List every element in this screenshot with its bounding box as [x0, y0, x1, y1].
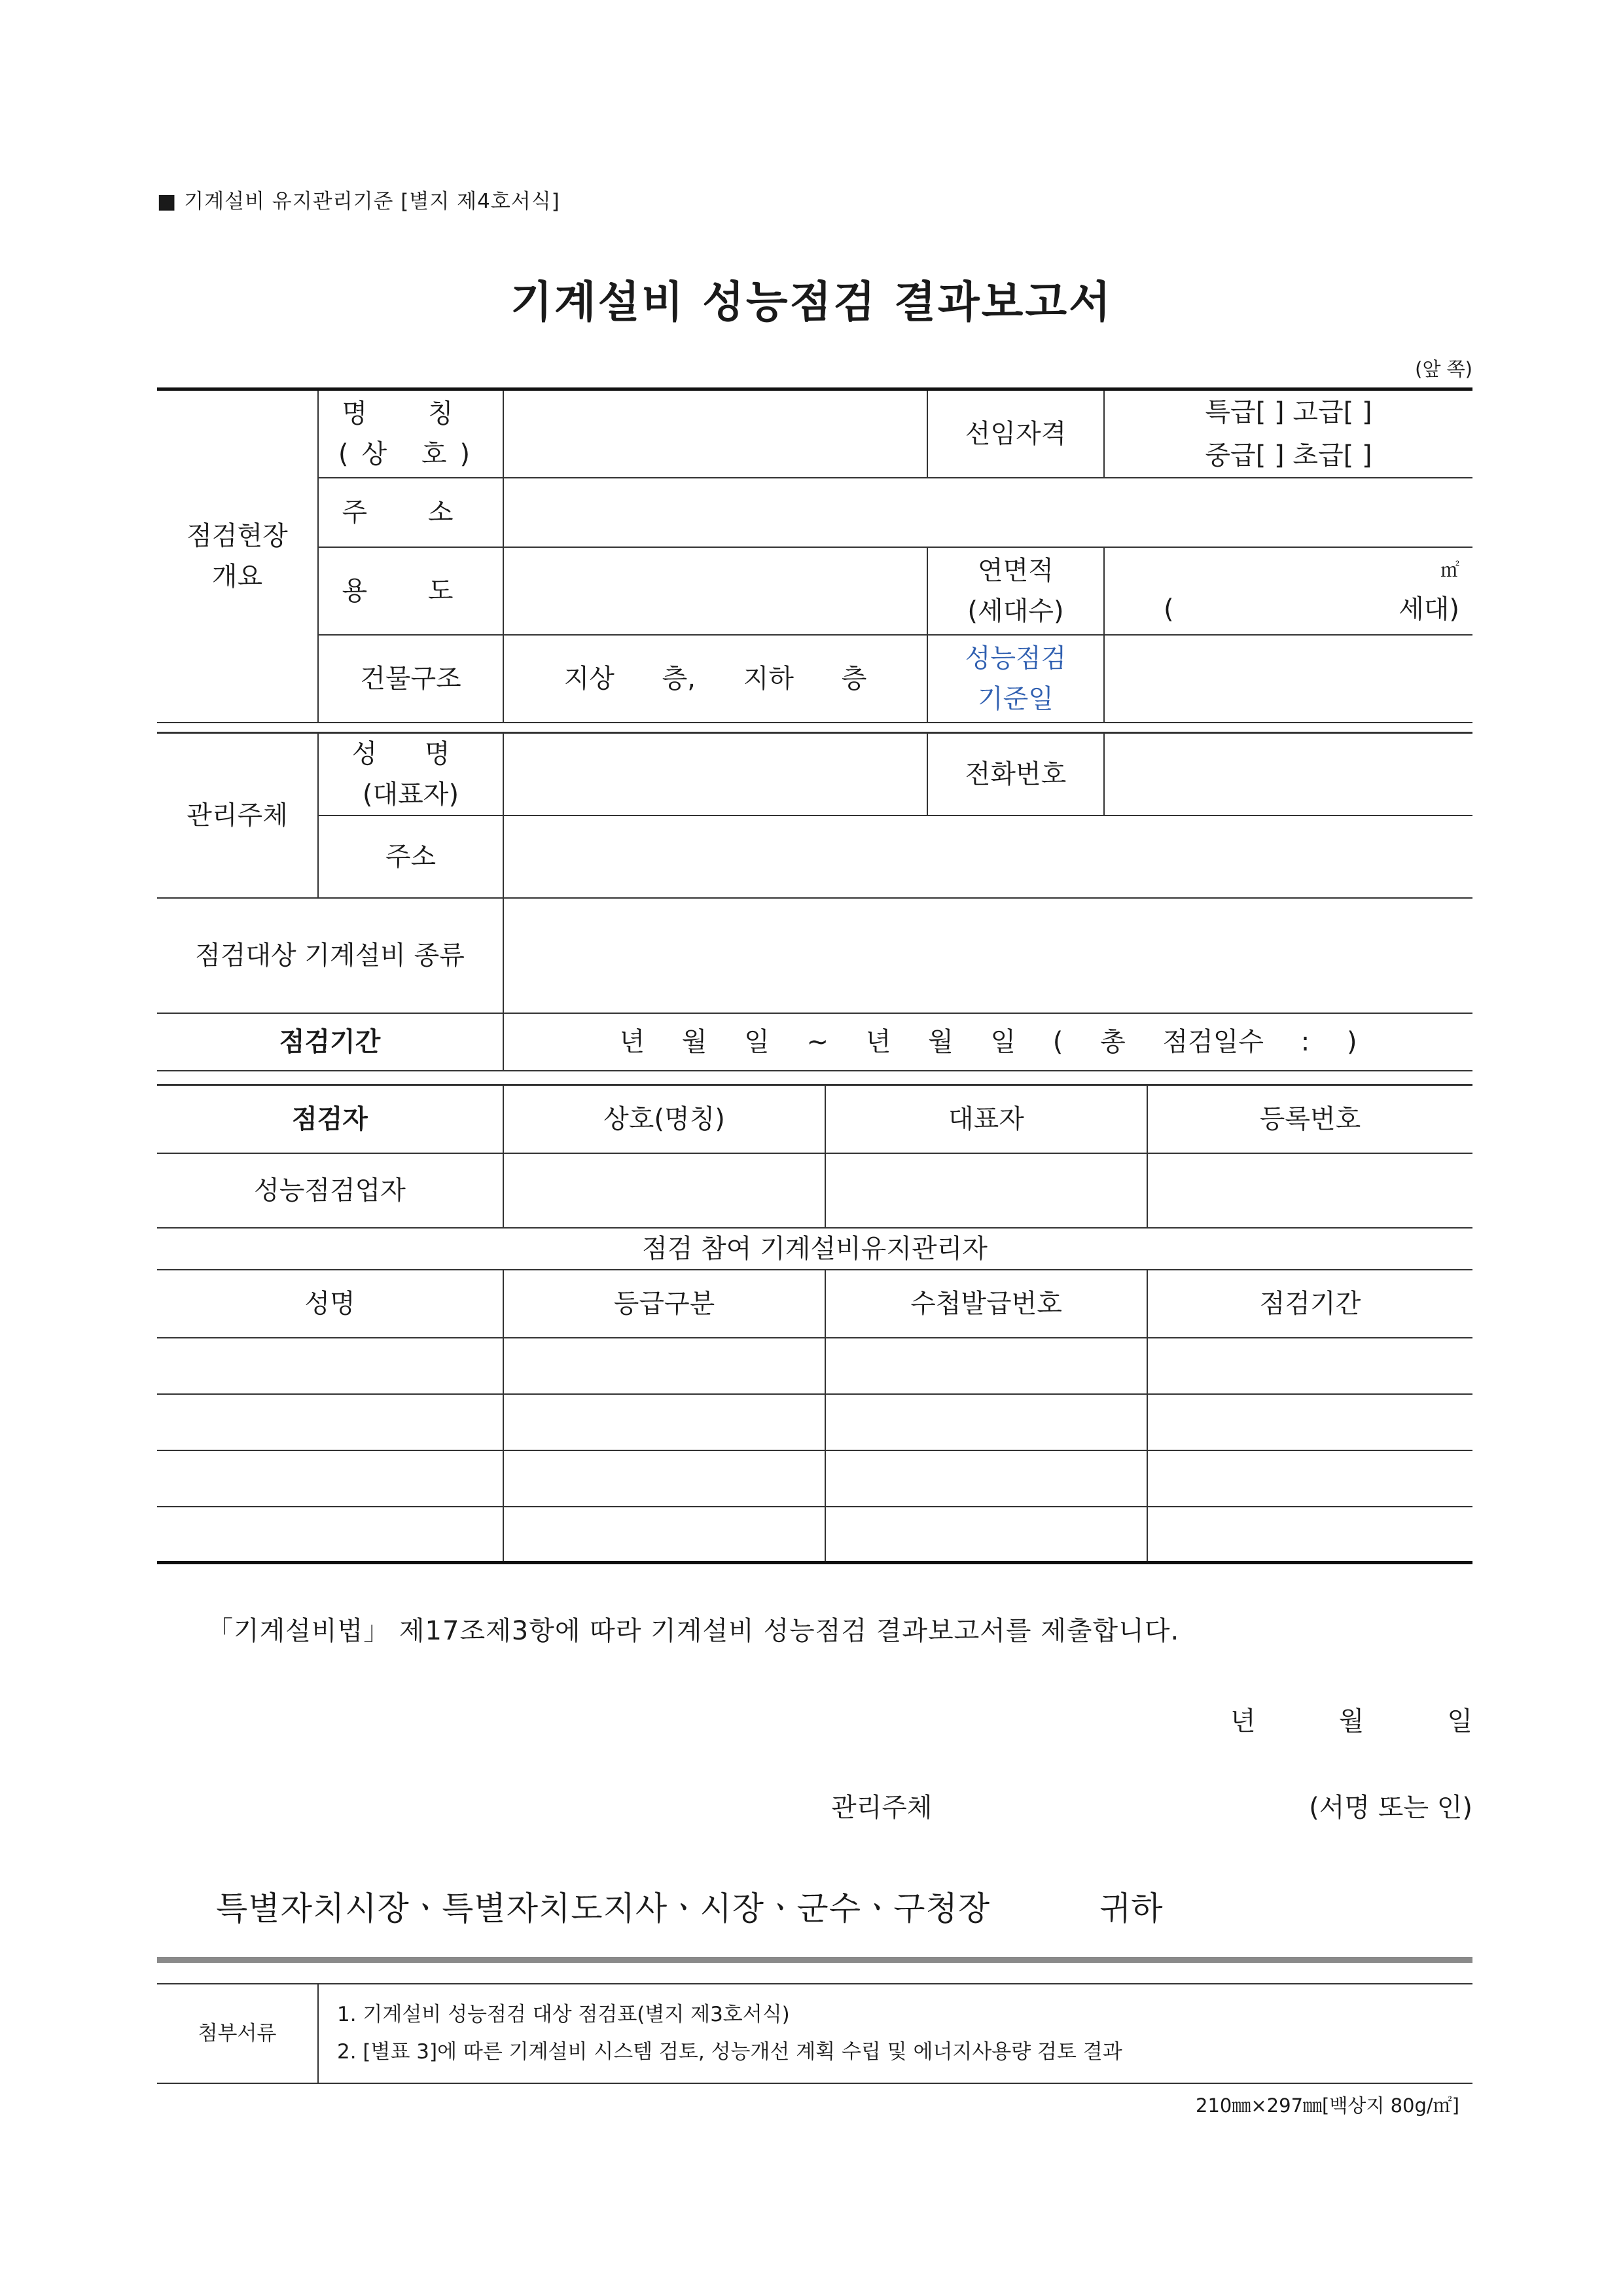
households-open: ( — [1164, 594, 1174, 624]
participant-period-field[interactable] — [1147, 1507, 1472, 1563]
area-label-line1: 연면적 — [978, 556, 1054, 586]
participant-grade-field[interactable] — [503, 1450, 825, 1507]
date-day: 일 — [1447, 1706, 1472, 1736]
inspector-header-cell: 점검자 — [157, 1085, 503, 1153]
participant-grade-field[interactable] — [503, 1507, 825, 1563]
manager-address-label: 주소 — [318, 816, 503, 898]
signature-field[interactable]: (서명 또는 인) — [1309, 1793, 1472, 1823]
site-name-label — [318, 389, 503, 478]
area-label — [927, 547, 1104, 635]
period-label: 점검기간 — [157, 1013, 503, 1071]
base-date-field[interactable] — [1104, 635, 1472, 723]
phone-label: 전화번호 — [927, 733, 1104, 816]
section-divider — [157, 1957, 1472, 1963]
declaration-text: 「기계설비법」 제17조제3항에 따라 기계설비 성능점검 결과보고서를 제출합니다. — [207, 1616, 1180, 1646]
site-overview-table — [157, 387, 1472, 723]
participant-header-cell: 점검기간 — [1147, 1270, 1472, 1338]
participant-name-field[interactable] — [157, 1450, 503, 1507]
participant-header-cell: 등급구분 — [503, 1270, 825, 1338]
participant-row — [157, 1450, 1472, 1507]
manager-section-label: 관리주체 — [157, 733, 318, 899]
form-reference: ■ 기계설비 유지관리기준 [별지 제4호서식] — [157, 190, 560, 213]
company-label: 성능점검업자 — [157, 1153, 503, 1228]
participant-name-field[interactable] — [157, 1507, 503, 1563]
qualification-checkboxes[interactable] — [1104, 389, 1472, 478]
recipient: 특별자치시장ㆍ특별자치도지사ㆍ시장ㆍ군수ㆍ구청장 — [216, 1890, 991, 1928]
participant-row — [157, 1507, 1472, 1563]
manager-name-field[interactable] — [503, 733, 927, 816]
use-field[interactable] — [503, 547, 927, 635]
area-label-line2: (세대수) — [967, 596, 1064, 626]
participant-period-field[interactable] — [1147, 1450, 1472, 1507]
equipment-type-label: 점검대상 기계설비 종류 — [157, 898, 503, 1013]
manager-name-label — [318, 733, 503, 816]
site-section-label-line2: 개요 — [211, 562, 263, 592]
attachments-label: 첨부서류 — [157, 1984, 318, 2083]
structure-label: 건물구조 — [318, 635, 503, 723]
participant-book-field[interactable] — [825, 1507, 1147, 1563]
attachment-item: 1. 기계설비 성능점검 대상 점검표(별지 제3호서식) — [337, 2002, 790, 2026]
site-section-label-line1: 점검현장 — [187, 521, 288, 551]
date-month: 월 — [1338, 1706, 1364, 1736]
site-name-label-line1: 명 칭 — [342, 399, 480, 429]
participant-grade-field[interactable] — [503, 1338, 825, 1394]
participant-book-field[interactable] — [825, 1338, 1147, 1394]
phone-field[interactable] — [1104, 733, 1472, 816]
participants-title: 점검 참여 기계설비유지관리자 — [157, 1228, 1472, 1270]
signer-label: 관리주체 — [831, 1793, 933, 1823]
period-field[interactable]: 년 월 일 ~ 년 월 일 ( 총 점검일수 : ) — [503, 1013, 1472, 1071]
participant-row — [157, 1394, 1472, 1450]
participant-grade-field[interactable] — [503, 1394, 825, 1450]
participant-book-field[interactable] — [825, 1450, 1147, 1507]
site-address-label: 주 소 — [318, 478, 503, 547]
inspector-header-cell: 대표자 — [825, 1085, 1147, 1153]
structure-field[interactable]: 지상 층, 지하 층 — [503, 635, 927, 723]
inspectors-table — [157, 1084, 1472, 1564]
participant-name-field[interactable] — [157, 1338, 503, 1394]
company-reg-field[interactable] — [1147, 1153, 1472, 1228]
inspector-header-cell: 등록번호 — [1147, 1085, 1472, 1153]
submission-date — [1230, 1700, 1472, 1738]
site-name-label-line2: (상 호) — [338, 439, 484, 469]
attachment-item: 2. [별표 3]에 따른 기계설비 시스템 검토, 성능개선 계획 수립 및 에너지사용량 검토 결과 — [337, 2040, 1122, 2064]
participant-header-cell: 수첩발급번호 — [825, 1270, 1147, 1338]
qualification-line-2[interactable]: 중급[ ] 초급[ ] — [1205, 440, 1372, 471]
participant-row — [157, 1338, 1472, 1394]
participant-period-field[interactable] — [1147, 1338, 1472, 1394]
page-side-note: (앞 쪽) — [1415, 358, 1472, 380]
participant-header-cell: 성명 — [157, 1270, 503, 1338]
paper-size-note: 210㎜×297㎜[백상지 80g/㎡] — [1196, 2094, 1459, 2117]
manager-table — [157, 732, 1472, 1071]
participant-book-field[interactable] — [825, 1394, 1147, 1450]
date-year: 년 — [1230, 1706, 1256, 1736]
area-field[interactable] — [1104, 547, 1472, 635]
base-date-label-line1: 성능점검 — [965, 643, 1067, 673]
site-name-field[interactable] — [503, 389, 927, 478]
company-rep-field[interactable] — [825, 1153, 1147, 1228]
use-label: 용 도 — [318, 547, 503, 635]
site-address-field[interactable] — [503, 478, 1472, 547]
participant-name-field[interactable] — [157, 1394, 503, 1450]
qualification-label: 선임자격 — [927, 389, 1104, 478]
inspector-header-cell: 상호(명칭) — [503, 1085, 825, 1153]
document-title: 기계설비 성능점검 결과보고서 — [510, 277, 1113, 327]
equipment-type-field[interactable] — [503, 898, 1472, 1013]
participant-period-field[interactable] — [1147, 1394, 1472, 1450]
manager-name-label-line2: (대표자) — [362, 780, 459, 810]
site-section-label — [157, 389, 318, 723]
households-close: 세대) — [1399, 594, 1459, 624]
manager-name-label-line1: 성 명 — [351, 739, 470, 769]
base-date-label — [927, 635, 1104, 723]
manager-address-field[interactable] — [503, 816, 1472, 898]
attachments-table — [157, 1983, 1472, 2084]
base-date-label-line2: 기준일 — [978, 684, 1054, 714]
attachments-list — [318, 1984, 1472, 2083]
recipient-honorific: 귀하 — [1099, 1890, 1163, 1928]
area-unit: ㎡ — [1440, 559, 1459, 581]
qualification-line-1[interactable]: 특급[ ] 고급[ ] — [1205, 397, 1372, 427]
company-name-field[interactable] — [503, 1153, 825, 1228]
